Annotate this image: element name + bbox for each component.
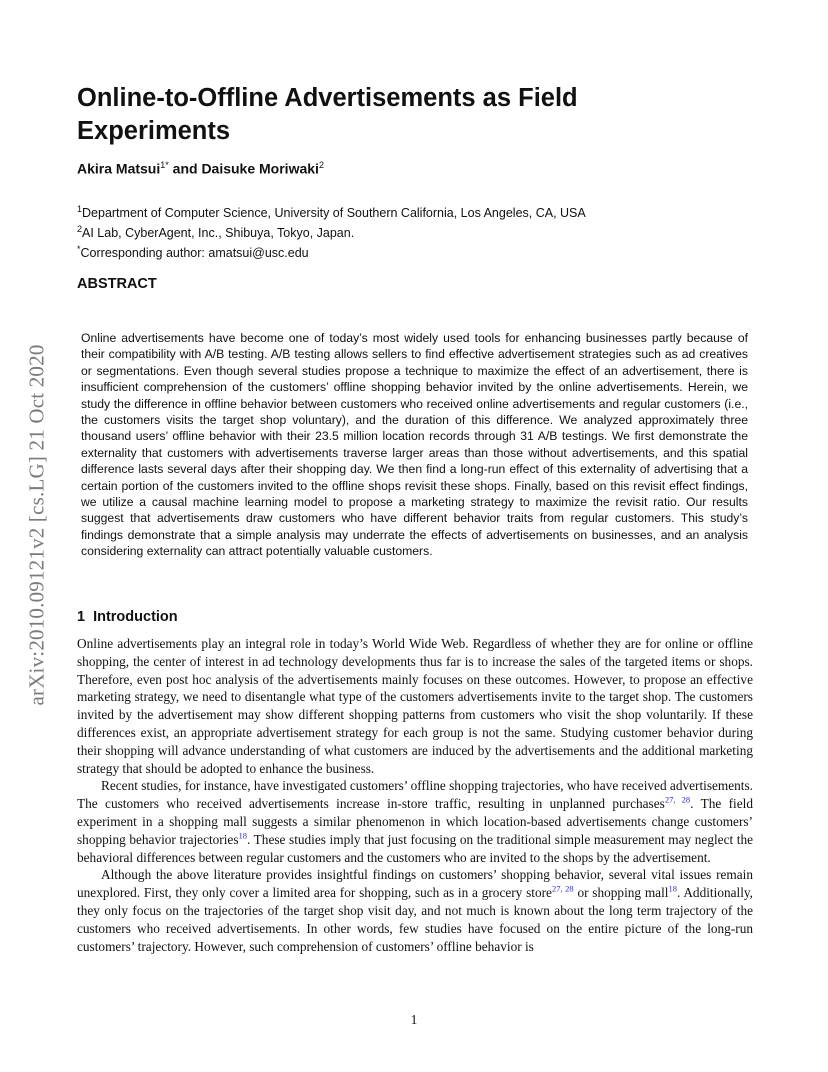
paragraph-text: Although the above literature provides insightful findings on customers’ shopping behavior, several vital issues remain unexplored. First, they only cover a limited area for shopping, such as in a grocery store xyxy=(77,867,753,901)
page-number: 1 xyxy=(410,1012,418,1027)
section-heading-introduction xyxy=(77,609,178,625)
paragraph xyxy=(77,866,753,955)
affiliation-text: Corresponding author: amatsui@usc.edu xyxy=(80,246,309,261)
affiliation-text: AI Lab, CyberAgent, Inc., Shibuya, Tokyo, Japan. xyxy=(82,226,355,241)
citation-link[interactable]: 18 xyxy=(238,830,248,841)
author-mark: 1* xyxy=(160,160,169,170)
paragraph-text: or shopping mall xyxy=(573,885,669,901)
author-joiner: and xyxy=(168,160,202,177)
affiliation-line xyxy=(77,241,586,261)
arxiv-id-text: arXiv:2010.09121v2 [cs.LG] 21 Oct 2020 xyxy=(24,344,49,706)
abstract-heading: ABSTRACT xyxy=(77,276,157,292)
abstract-text: Online advertisements have become one of today’s most widely used tools for enhancing businesses partly because of their compatibility with A/B testing. A/B testing allows sellers to find effective advertisement strategies such as ad creatives or segmentations. Even though several studies propose a technique to maximize the effect of an advertisement, there is insufficient comprehension of the customers’ offline shopping behavior invited by the online advertisements. Herein, we study the difference in offline behavior between customers who received online advertisements and regular customers (i.e., the customers visits the target shop voluntary), and the duration of this difference. We analyzed approximately three thousand users’ offline behavior with their 23.5 million location records through 31 A/B testings. We first demonstrate the externality that customers with advertisements traverse larger areas than those without advertisements, and this spatial difference lasts several days after their shopping day. We then find a long-run effect of this externality of advertising that a certain portion of the customers invited to the offline shops revisit these shops. Finally, based on this revisit effect findings, we utilize a causal machine learning model to propose a marketing strategy to maximize the revisit ratio. Our results suggest that advertisements draw customers who have different behavior traits from regular customers. This study’s findings demonstrate that a simple analysis may underrate the effects of advertisements on businesses, and an analysis considering externality can attract potentially valuable customers. xyxy=(81,331,748,559)
affiliation-mark: 1 xyxy=(77,204,83,214)
introduction-body xyxy=(77,635,753,955)
affiliations xyxy=(77,201,586,261)
paragraph-text: Recent studies, for instance, have investigated customers’ offline shopping trajectories, who have received advertisements. The customers who received advertisements increase in-store traffic, resulting in unplanned purchases xyxy=(77,778,753,812)
paper-title: Online-to-Offline Advertisements as Field Experiments xyxy=(77,84,578,145)
paragraph: Online advertisements play an integral role in today’s World Wide Web. Regardless of whether they are for online or offline shopping, the center of interest in ad technology developments thus far is to increase the sales of the targeted items or shops. Therefore, even post hoc analysis of the advertisements mainly focuses on these outcomes. However, to propose an effective marketing strategy, we need to disentangle what type of the customers advertisements invite to the target shop. The customers invited by the advertisement may show different shopping patterns from customers who visit the shop voluntarily. If these differences exist, an appropriate advertisement strategy for each group is not the same. Studying customer behavior during their shopping will advance understanding of what customers are induced by the advertisements and the additional marketing strategy that should be adopted to enhance the business. xyxy=(77,636,753,776)
author-mark: 2 xyxy=(318,160,324,170)
author-list xyxy=(77,160,324,177)
section-number: 1 xyxy=(77,609,86,625)
section-title: Introduction xyxy=(93,609,178,625)
affiliation-line xyxy=(77,201,586,221)
affiliation-line xyxy=(77,221,586,241)
author-name: Daisuke Moriwaki xyxy=(201,160,319,177)
author-name: Akira Matsui xyxy=(77,160,161,177)
affiliation-mark: 2 xyxy=(77,224,83,235)
paragraph-text: . The field experiment in a shopping mall suggests a similar phenomenon in which location-based advertisements change customers’ shopping behavior trajectories xyxy=(77,796,753,847)
affiliation-text: Department of Computer Science, University of Southern California, Los Angeles, CA, USA xyxy=(82,206,586,221)
paragraph-text: . These studies imply that just focusing on the traditional simple measurement may neglect the behavioral differences between regular customers and the customers who are invited to the shops by the advertisement. xyxy=(77,831,753,865)
arxiv-identifier-stamp xyxy=(22,290,52,760)
affiliation-mark: * xyxy=(77,244,81,255)
citation-link[interactable]: 27, 28 xyxy=(664,794,691,805)
citation-link[interactable]: 18 xyxy=(668,883,677,894)
paragraph xyxy=(77,777,753,866)
citation-link[interactable]: 27, 28 xyxy=(551,883,574,894)
paragraph-text: . Additionally, they only focus on the trajectories of the target shop visit day, and not much is known about the long term trajectory of the customers who received advertisements. In other words, few studies have focused on the entire picture of the long-run customers’ trajectory. However, such comprehension of customers’ offline behavior is xyxy=(77,885,754,954)
